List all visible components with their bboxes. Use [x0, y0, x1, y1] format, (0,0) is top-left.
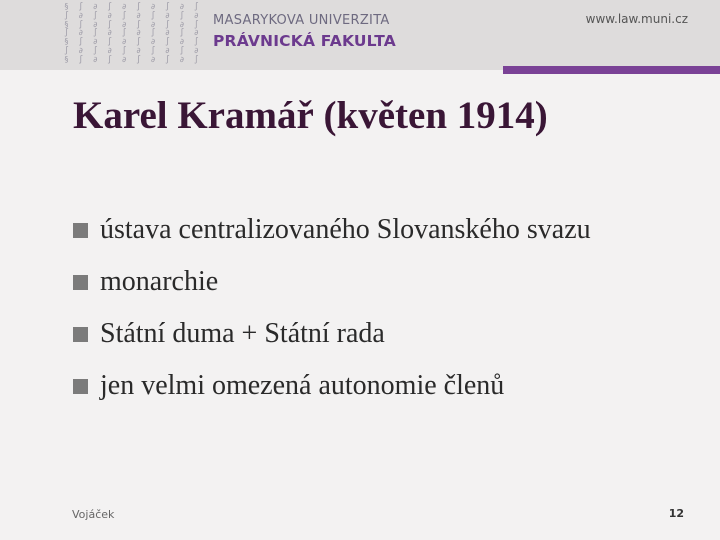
bullet-text: monarchie: [100, 266, 219, 297]
website-link[interactable]: www.law.muni.cz: [585, 12, 688, 26]
university-name: MASARYKOVA UNIVERZITA: [213, 13, 390, 28]
accent-bar: [503, 66, 720, 74]
slide-title: Karel Kramář (květen 1914): [73, 94, 548, 137]
faculty-name: PRÁVNICKÁ FAKULTA: [213, 32, 396, 50]
square-bullet-icon: [73, 379, 88, 394]
muni-law-logo-pattern-icon: § ∫ ∂ ∫ ∂ ∫ ∂ ∫ ∂ ∫ ∫ ∂ ∫ ∂ ∫ ∂ ∫ ∂ ∫ ∂ § ∫ ∂ ∫ ∂ ∫ ∂ ∫ ∂ ∫ ∫ ∂ ∫ ∂ ∫ ∂ ∫ ∂ ∫ ∂ § ∫ ∂ ∫ ∂ ∫ ∂ ∫ ∂ ∫ ∫ ∂ ∫ ∂ ∫ ∂ ∫ ∂ ∫ ∂ § ∫ ∂ ∫ ∂ ∫ ∂ ∫ ∂ ∫: [64, 2, 202, 64]
bullet-text: ústava centralizovaného Slovanského svazu: [100, 214, 591, 245]
page-number: 12: [668, 507, 684, 520]
square-bullet-icon: [73, 327, 88, 342]
footer-author: Vojáček: [72, 508, 115, 521]
slide-header: [0, 0, 720, 70]
bullet-list: [73, 210, 693, 418]
bullet-item: [73, 366, 693, 405]
bullet-text: Státní duma + Státní rada: [100, 318, 385, 349]
bullet-text: jen velmi omezená autonomie členů: [100, 370, 505, 401]
bullet-item: [73, 210, 693, 249]
square-bullet-icon: [73, 275, 88, 290]
square-bullet-icon: [73, 223, 88, 238]
bullet-item: [73, 262, 693, 301]
bullet-item: [73, 314, 693, 353]
